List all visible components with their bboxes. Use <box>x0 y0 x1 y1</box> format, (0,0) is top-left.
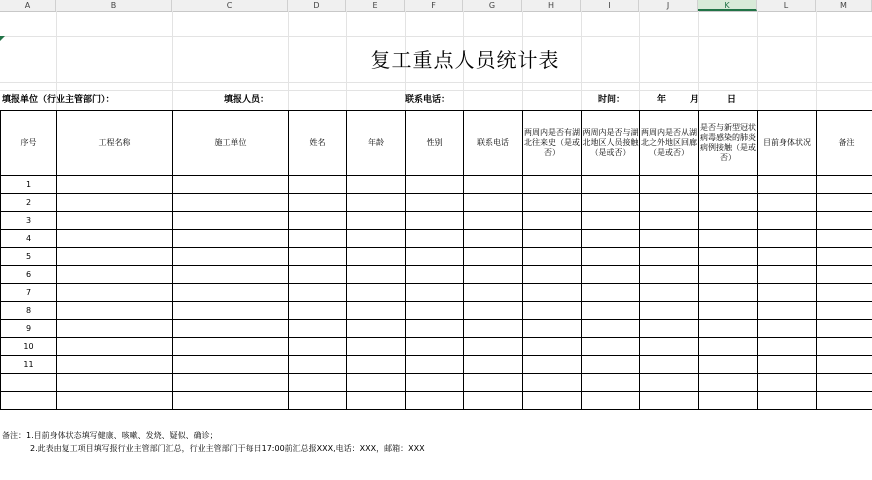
row-number-cell[interactable]: 4 <box>1 230 57 248</box>
table-cell[interactable] <box>699 176 758 194</box>
table-cell[interactable] <box>464 212 523 230</box>
table-cell[interactable] <box>758 302 817 320</box>
table-cell[interactable] <box>406 248 464 266</box>
table-cell[interactable] <box>699 356 758 374</box>
table-cell[interactable] <box>817 230 872 248</box>
table-cell[interactable] <box>523 266 582 284</box>
table-cell[interactable] <box>758 338 817 356</box>
table-cell[interactable] <box>406 374 464 392</box>
table-cell[interactable] <box>464 248 523 266</box>
table-cell[interactable] <box>406 194 464 212</box>
table-cell[interactable] <box>817 266 872 284</box>
table-cell[interactable] <box>640 176 699 194</box>
table-cell[interactable] <box>406 176 464 194</box>
table-cell[interactable] <box>347 392 406 410</box>
table-header-cell[interactable]: 施工单位 <box>173 111 289 176</box>
info-month-label[interactable]: 月 <box>690 95 700 105</box>
table-cell[interactable] <box>523 320 582 338</box>
info-unit-label[interactable]: 填报单位（行业主管部门）： <box>2 95 115 105</box>
table-cell[interactable] <box>289 302 347 320</box>
table-cell[interactable] <box>173 302 289 320</box>
table-cell[interactable] <box>289 320 347 338</box>
table-cell[interactable] <box>582 194 640 212</box>
table-cell[interactable] <box>758 212 817 230</box>
table-cell[interactable] <box>817 194 872 212</box>
row-number-cell[interactable]: 7 <box>1 284 57 302</box>
table-cell[interactable] <box>464 302 523 320</box>
table-cell[interactable] <box>640 302 699 320</box>
table-row <box>1 356 872 374</box>
column-header-d[interactable]: D <box>288 0 346 11</box>
table-cell[interactable] <box>173 374 289 392</box>
table-header-cell[interactable]: 两周内是否从湖北之外地区回廊（是或否） <box>640 111 699 176</box>
table-cell[interactable] <box>289 284 347 302</box>
table-cell[interactable] <box>57 266 173 284</box>
table-cell[interactable] <box>582 284 640 302</box>
column-header-l[interactable]: L <box>757 0 816 11</box>
table-row <box>1 212 872 230</box>
table-cell[interactable] <box>523 338 582 356</box>
table-header-cell[interactable]: 目前身体状况 <box>758 111 817 176</box>
table-cell[interactable] <box>464 374 523 392</box>
table-cell[interactable] <box>289 338 347 356</box>
table-cell[interactable] <box>464 194 523 212</box>
table-cell[interactable] <box>817 320 872 338</box>
table-cell[interactable] <box>464 266 523 284</box>
table-header-cell[interactable]: 是否与新型冠状病毒感染的肺炎病例接触（是或否） <box>699 111 758 176</box>
table-cell[interactable] <box>289 230 347 248</box>
table-cell[interactable] <box>640 266 699 284</box>
sheet-gridline <box>0 90 872 91</box>
table-cell[interactable] <box>406 392 464 410</box>
table-cell[interactable] <box>173 176 289 194</box>
table-cell[interactable] <box>347 374 406 392</box>
table-cell[interactable] <box>57 302 173 320</box>
table-row <box>1 392 872 410</box>
column-header-h[interactable]: H <box>522 0 581 11</box>
table-cell[interactable] <box>640 194 699 212</box>
table-cell[interactable] <box>347 320 406 338</box>
table-header-cell[interactable]: 年龄 <box>347 111 406 176</box>
table-cell[interactable] <box>347 230 406 248</box>
row-number-cell[interactable]: 8 <box>1 302 57 320</box>
row-number-cell[interactable]: 5 <box>1 248 57 266</box>
table-cell[interactable] <box>523 212 582 230</box>
table-cell[interactable] <box>699 230 758 248</box>
table-cell[interactable] <box>464 320 523 338</box>
table-cell[interactable] <box>406 320 464 338</box>
table-cell[interactable] <box>523 374 582 392</box>
row-number-cell[interactable] <box>1 374 57 392</box>
table-cell[interactable] <box>523 392 582 410</box>
table-cell[interactable] <box>347 176 406 194</box>
cell-marker-icon <box>0 36 5 41</box>
table-cell[interactable] <box>406 284 464 302</box>
table-cell[interactable] <box>582 212 640 230</box>
table-cell[interactable] <box>817 374 872 392</box>
table-cell[interactable] <box>582 320 640 338</box>
table-cell[interactable] <box>640 284 699 302</box>
table-cell[interactable] <box>57 284 173 302</box>
table-cell[interactable] <box>699 266 758 284</box>
table-cell[interactable] <box>173 212 289 230</box>
table-cell[interactable] <box>523 248 582 266</box>
table-cell[interactable] <box>406 338 464 356</box>
info-day-label[interactable]: 日 <box>727 95 737 105</box>
sheet-gridline <box>0 36 872 37</box>
table-header-cell[interactable]: 备注 <box>817 111 872 176</box>
personnel-table <box>0 110 872 410</box>
table-cell[interactable] <box>464 176 523 194</box>
table-cell[interactable] <box>289 212 347 230</box>
table-cell[interactable] <box>758 266 817 284</box>
table-cell[interactable] <box>289 176 347 194</box>
sheet-title[interactable]: 复工重点人员统计表 <box>370 48 560 72</box>
column-header-c[interactable]: C <box>172 0 288 11</box>
table-header-cell[interactable]: 姓名 <box>289 111 347 176</box>
table-cell[interactable] <box>523 230 582 248</box>
table-cell[interactable] <box>582 302 640 320</box>
table-row <box>1 284 872 302</box>
table-cell[interactable] <box>289 392 347 410</box>
table-cell[interactable] <box>523 176 582 194</box>
table-cell[interactable] <box>289 266 347 284</box>
table-row <box>1 338 872 356</box>
table-cell[interactable] <box>699 374 758 392</box>
column-header-k[interactable]: K <box>698 0 757 11</box>
column-header-e[interactable]: E <box>346 0 405 11</box>
table-cell[interactable] <box>173 248 289 266</box>
table-row <box>1 230 872 248</box>
table-cell[interactable] <box>582 176 640 194</box>
table-cell[interactable] <box>173 320 289 338</box>
table-cell[interactable] <box>817 176 872 194</box>
table-cell[interactable] <box>347 266 406 284</box>
table-cell[interactable] <box>758 284 817 302</box>
table-cell[interactable] <box>173 194 289 212</box>
table-cell[interactable] <box>57 392 173 410</box>
column-header-m[interactable]: M <box>816 0 872 11</box>
table-cell[interactable] <box>640 374 699 392</box>
table-cell[interactable] <box>758 374 817 392</box>
column-header-a[interactable]: A <box>0 0 56 11</box>
table-cell[interactable] <box>57 248 173 266</box>
column-header-j[interactable]: J <box>639 0 698 11</box>
table-cell[interactable] <box>523 302 582 320</box>
table-cell[interactable] <box>464 284 523 302</box>
table-cell[interactable] <box>817 356 872 374</box>
table-cell[interactable] <box>640 356 699 374</box>
column-header-f[interactable]: F <box>405 0 463 11</box>
table-cell[interactable] <box>523 356 582 374</box>
table-cell[interactable] <box>173 230 289 248</box>
table-cell[interactable] <box>758 356 817 374</box>
table-cell[interactable] <box>173 338 289 356</box>
row-number-cell[interactable]: 3 <box>1 212 57 230</box>
table-cell[interactable] <box>347 212 406 230</box>
table-row <box>1 374 872 392</box>
info-time-label[interactable]: 时间： <box>598 95 626 105</box>
table-cell[interactable] <box>406 356 464 374</box>
info-phone-label[interactable]: 联系电话： <box>405 95 451 105</box>
table-cell[interactable] <box>347 302 406 320</box>
table-cell[interactable] <box>758 392 817 410</box>
table-cell[interactable] <box>464 356 523 374</box>
table-cell[interactable] <box>289 356 347 374</box>
table-cell[interactable] <box>57 230 173 248</box>
table-row <box>1 248 872 266</box>
table-cell[interactable] <box>406 230 464 248</box>
row-number-cell[interactable]: 9 <box>1 320 57 338</box>
table-cell[interactable] <box>699 284 758 302</box>
row-number-cell[interactable]: 10 <box>1 338 57 356</box>
table-header-cell[interactable]: 联系电话 <box>464 111 523 176</box>
table-cell[interactable] <box>173 356 289 374</box>
table-header-cell[interactable]: 两周内是否与湖北地区人员接触（是或否） <box>582 111 640 176</box>
note-line-1[interactable]: 备注：1.目前身体状态填写健康、咳嗽、发烧、疑似、确诊； <box>2 431 218 440</box>
table-cell[interactable] <box>173 392 289 410</box>
table-cell[interactable] <box>640 248 699 266</box>
table-header-cell[interactable]: 性别 <box>406 111 464 176</box>
table-cell[interactable] <box>817 284 872 302</box>
table-cell[interactable] <box>347 194 406 212</box>
table-cell[interactable] <box>57 212 173 230</box>
table-row <box>1 302 872 320</box>
sheet-gridline <box>0 82 872 83</box>
row-number-cell[interactable]: 1 <box>1 176 57 194</box>
table-cell[interactable] <box>758 248 817 266</box>
column-header-i[interactable]: I <box>581 0 639 11</box>
table-cell[interactable] <box>699 320 758 338</box>
table-cell[interactable] <box>523 284 582 302</box>
table-header-cell[interactable]: 工程名称 <box>57 111 173 176</box>
table-row <box>1 194 872 212</box>
table-cell[interactable] <box>57 320 173 338</box>
table-cell[interactable] <box>640 320 699 338</box>
table-row <box>1 320 872 338</box>
table-cell[interactable] <box>347 248 406 266</box>
table-cell[interactable] <box>347 338 406 356</box>
column-header-b[interactable]: B <box>56 0 172 11</box>
table-cell[interactable] <box>57 338 173 356</box>
table-cell[interactable] <box>406 266 464 284</box>
table-cell[interactable] <box>817 248 872 266</box>
table-cell[interactable] <box>347 356 406 374</box>
table-cell[interactable] <box>699 392 758 410</box>
table-cell[interactable] <box>699 212 758 230</box>
table-header-cell[interactable]: 两周内是否有湖北往来史（是或否） <box>523 111 582 176</box>
table-cell[interactable] <box>173 284 289 302</box>
table-cell[interactable] <box>57 356 173 374</box>
table-cell[interactable] <box>57 176 173 194</box>
row-number-cell[interactable] <box>1 392 57 410</box>
table-cell[interactable] <box>173 266 289 284</box>
note-line-2[interactable]: 2.此表由复工项目填写报行业主管部门汇总，行业主管部门于每日17:00前汇总报XXX,电话：XXX，邮箱：XXX <box>30 444 425 453</box>
table-cell[interactable] <box>289 374 347 392</box>
table-cell[interactable] <box>582 248 640 266</box>
table-cell[interactable] <box>464 392 523 410</box>
table-cell[interactable] <box>817 302 872 320</box>
table-cell[interactable] <box>582 230 640 248</box>
table-cell[interactable] <box>758 194 817 212</box>
table-cell[interactable] <box>817 392 872 410</box>
table-cell[interactable] <box>582 356 640 374</box>
table-row <box>1 176 872 194</box>
table-cell[interactable] <box>406 302 464 320</box>
column-header-g[interactable]: G <box>463 0 522 11</box>
table-cell[interactable] <box>699 302 758 320</box>
table-cell[interactable] <box>817 212 872 230</box>
row-number-cell[interactable]: 11 <box>1 356 57 374</box>
table-cell[interactable] <box>464 338 523 356</box>
row-number-cell[interactable]: 2 <box>1 194 57 212</box>
table-cell[interactable] <box>582 266 640 284</box>
table-cell[interactable] <box>758 230 817 248</box>
table-cell[interactable] <box>289 248 347 266</box>
table-row <box>1 266 872 284</box>
table-cell[interactable] <box>523 194 582 212</box>
table-cell[interactable] <box>582 392 640 410</box>
table-cell[interactable] <box>699 194 758 212</box>
table-cell[interactable] <box>582 338 640 356</box>
table-cell[interactable] <box>347 284 406 302</box>
table-cell[interactable] <box>640 212 699 230</box>
table-cell[interactable] <box>640 230 699 248</box>
table-cell[interactable] <box>640 392 699 410</box>
table-cell[interactable] <box>699 248 758 266</box>
table-cell[interactable] <box>289 194 347 212</box>
row-number-cell[interactable]: 6 <box>1 266 57 284</box>
table-header-row <box>1 111 872 176</box>
table-cell[interactable] <box>758 320 817 338</box>
table-cell[interactable] <box>640 338 699 356</box>
table-cell[interactable] <box>406 212 464 230</box>
table-cell[interactable] <box>57 194 173 212</box>
table-cell[interactable] <box>699 338 758 356</box>
table-header-cell[interactable]: 序号 <box>1 111 57 176</box>
info-year-label[interactable]: 年 <box>657 95 667 105</box>
table-cell[interactable] <box>817 338 872 356</box>
table-cell[interactable] <box>464 230 523 248</box>
table-cell[interactable] <box>57 374 173 392</box>
info-filler-label[interactable]: 填报人员： <box>224 95 270 105</box>
table-cell[interactable] <box>758 176 817 194</box>
table-cell[interactable] <box>582 374 640 392</box>
